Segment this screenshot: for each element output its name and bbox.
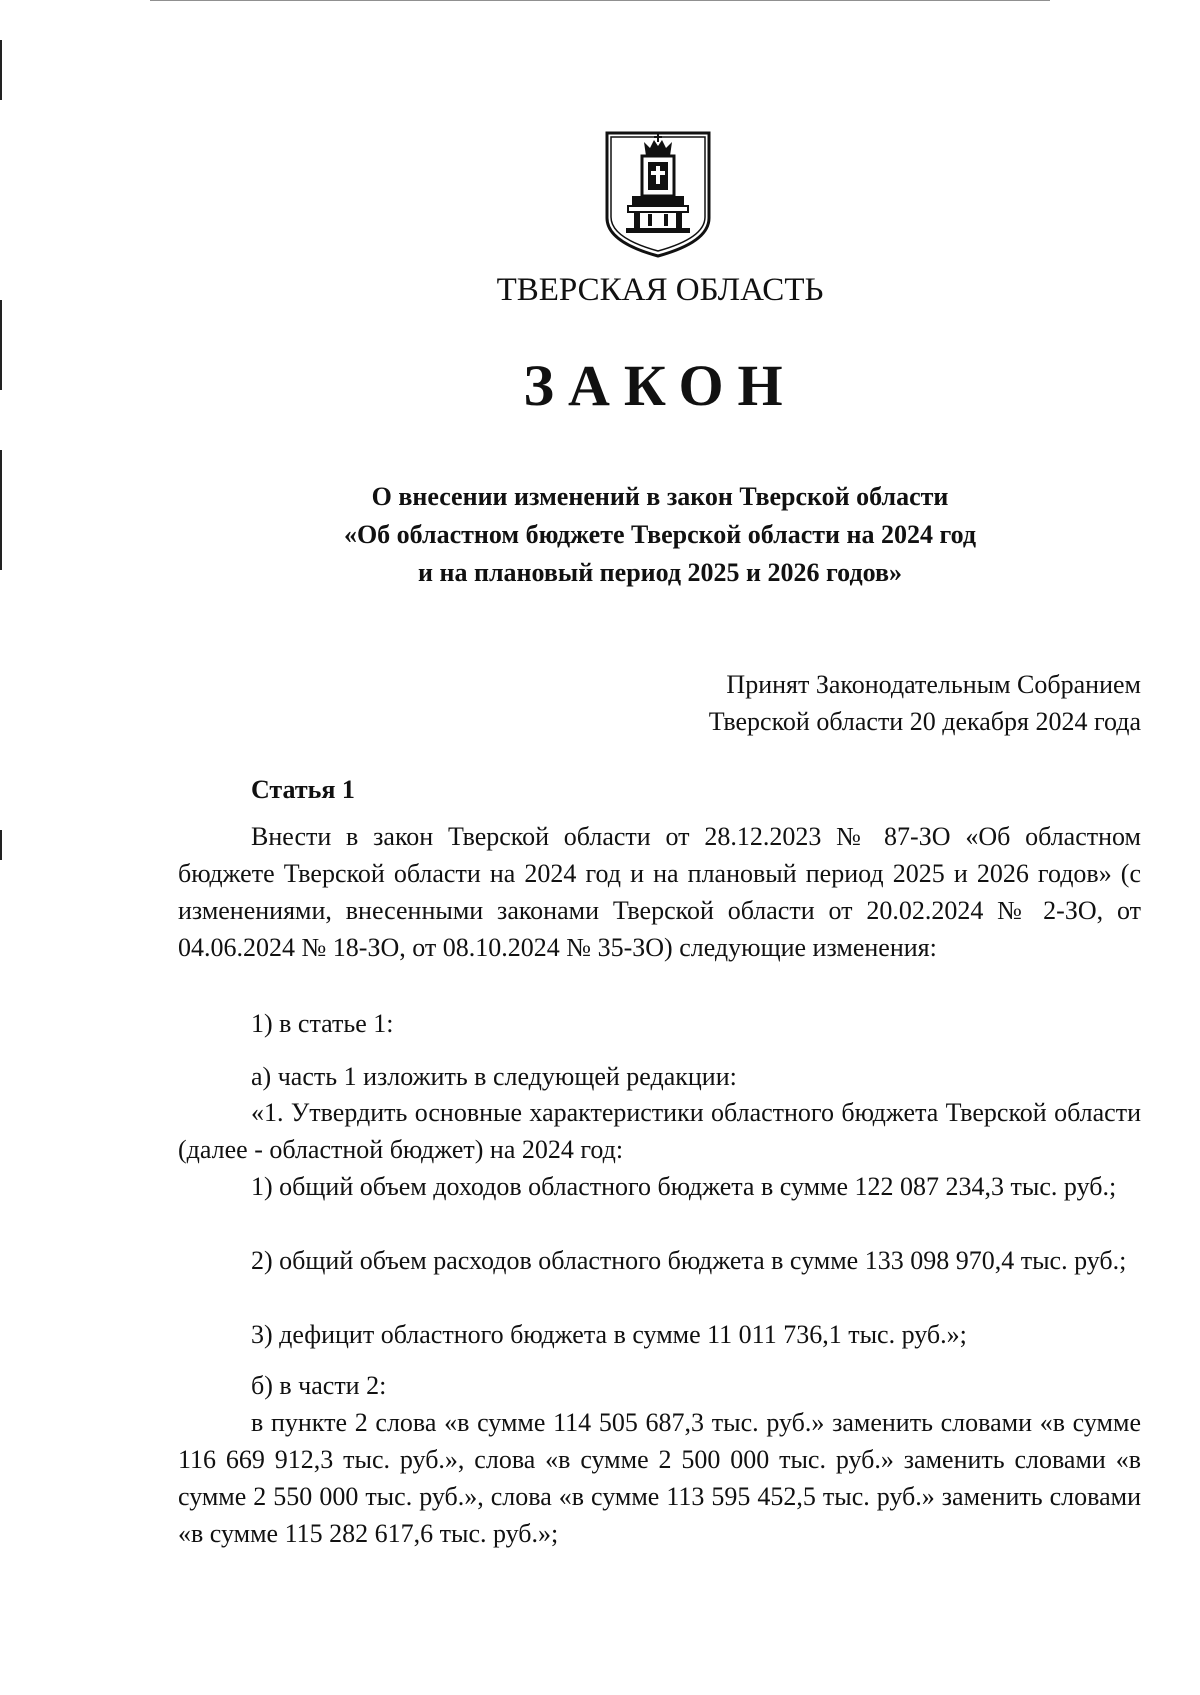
subject-line: и на плановый период 2025 и 2026 годов» bbox=[418, 558, 902, 587]
adoption-line: Тверской области 20 декабря 2024 года bbox=[708, 707, 1141, 736]
adoption-line: Принят Законодательным Собранием bbox=[726, 670, 1141, 699]
article-heading: Статья 1 bbox=[251, 775, 355, 804]
subitem-2-expenses: 2) общий объем расходов областного бюджета в сумме 133 098 970,4 тыс. руб.; bbox=[251, 1246, 1127, 1275]
adoption-note bbox=[709, 666, 1141, 740]
subject-line: О внесении изменений в закон Тверской области bbox=[371, 482, 949, 511]
list-item-b: б) в части 2: bbox=[251, 1371, 387, 1400]
tver-coat-of-arms-icon bbox=[604, 130, 712, 260]
subitem-1-income: 1) общий объем доходов областного бюджета в сумме 122 087 234,3 тыс. руб.; bbox=[251, 1172, 1117, 1201]
article-intro-paragraph: Внести в закон Тверской области от 28.12.2023 № 87-ЗО «Об областном бюджете Тверской области на 2024 год и на плановый период 2025 и 2026 годов» (с изменениями, внесенными законами Тверской области от 20.02.2024 № 2-ЗО, от 04.06.2024 № 18-ЗО, от 08.10.2024 № 35-ЗО) следующие изменения: bbox=[178, 822, 1141, 962]
scan-edge-line bbox=[0, 450, 2, 570]
document-type-title: ЗАКОН bbox=[523, 353, 797, 418]
list-item-1: 1) в статье 1: bbox=[251, 1009, 394, 1038]
scan-edge-line bbox=[0, 830, 2, 860]
scan-edge-line bbox=[0, 40, 2, 100]
subject-line: «Об областном бюджете Тверской области на 2024 год bbox=[343, 520, 977, 549]
part2-paragraph: в пункте 2 слова «в сумме 114 505 687,3 тыс. руб.» заменить словами «в сумме 116 669 912,3 тыс. руб.», слова «в сумме 2 500 000 тыс. руб.» заменить словами «в сумме 2 550 000 тыс. руб.», слова «в сумме 113 595 452,5 тыс. руб.» заменить словами «в сумме 115 282 617,6 тыс. руб.»; bbox=[178, 1408, 1141, 1548]
law-subject bbox=[230, 478, 1090, 592]
list-item-a: а) часть 1 изложить в следующей редакции: bbox=[251, 1062, 737, 1091]
subitem-3-deficit: 3) дефицит областного бюджета в сумме 11 011 736,1 тыс. руб.»; bbox=[251, 1320, 967, 1349]
scan-top-line bbox=[150, 0, 1050, 1]
region-name: ТВЕРСКАЯ ОБЛАСТЬ bbox=[496, 272, 824, 308]
part1-paragraph: «1. Утвердить основные характеристики областного бюджета Тверской области (далее - областной бюджет) на 2024 год: bbox=[178, 1098, 1141, 1164]
